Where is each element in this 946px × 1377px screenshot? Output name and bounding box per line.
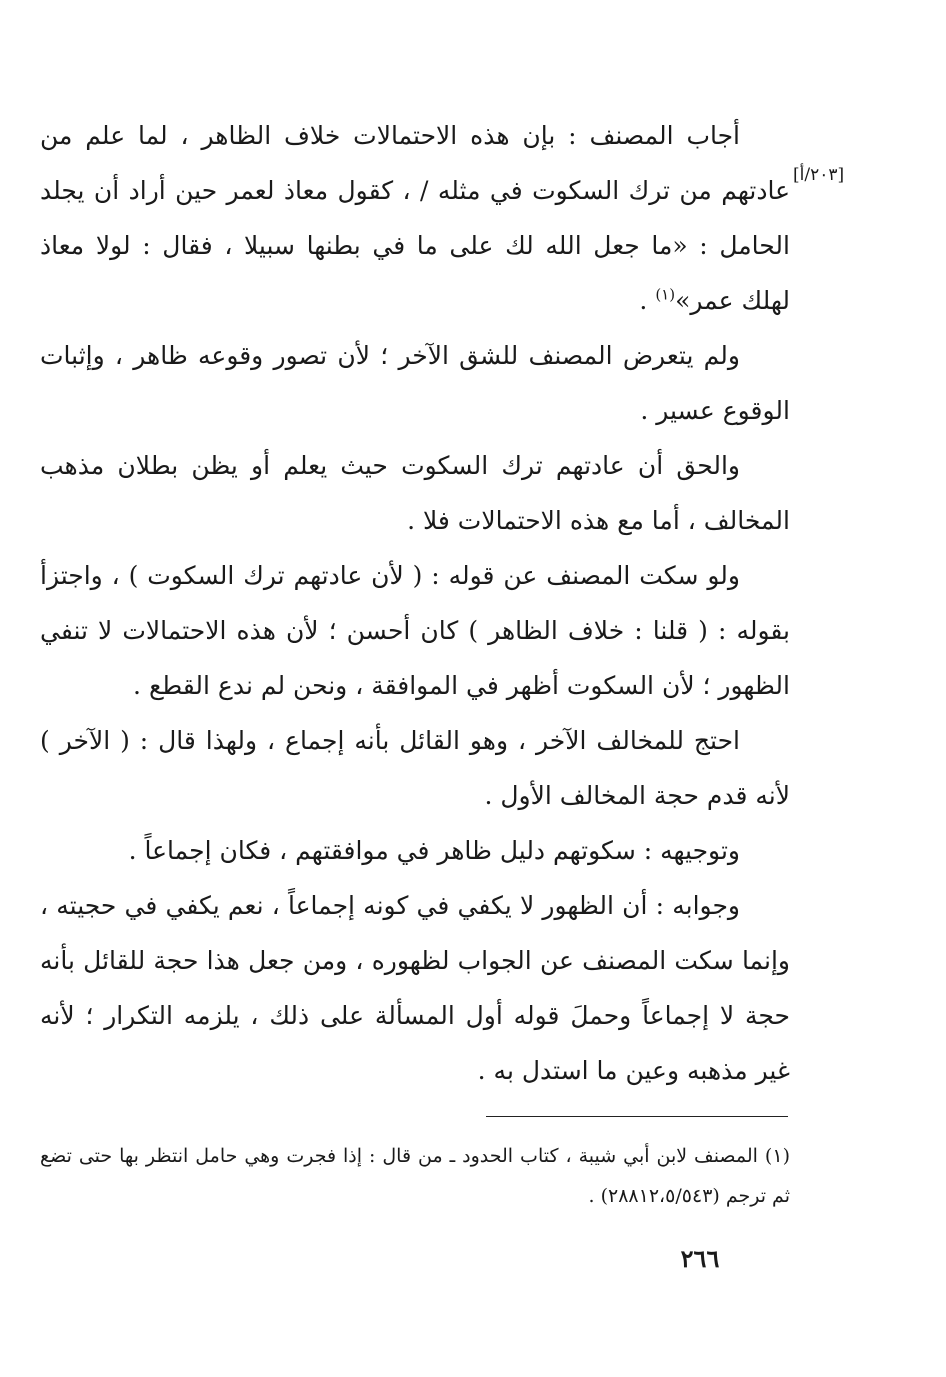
- paragraph-1: [40, 108, 790, 328]
- paragraph-2: ولم يتعرض المصنف للشق الآخر ؛ لأن تصور وقوعه ظاهر ، وإثبات الوقوع عسير .: [40, 341, 790, 425]
- footnote-1: (١) المصنف لابن أبي شيبة ، كتاب الحدود ـ من قال : إذا فجرت وهي حامل انتظر بها حتى تضع ثم ترجم (٢٨٨١٢،٥/٥٤٣) .: [40, 1145, 790, 1207]
- footnote-divider: [486, 1116, 788, 1117]
- paragraph-6: وتوجيهه : سكوتهم دليل ظاهر في موافقتهم ، فكان إجماعاً .: [128, 836, 740, 865]
- footnote-reference[interactable]: (١): [655, 285, 676, 304]
- page-number: ٢٦٦: [680, 1244, 720, 1273]
- paragraph-1-end: .: [639, 286, 656, 315]
- paragraph-3: والحق أن عادتهم ترك السكوت حيث يعلم أو يظن بطلان مذهب المخالف ، أما مع هذه الاحتمالات فلا .: [40, 451, 790, 535]
- paragraph-5: احتج للمخالف الآخر ، وهو القائل بأنه إجماع ، ولهذا قال : ( الآخر ) لأنه قدم حجة المخالف الأول .: [40, 726, 790, 810]
- paragraph-1-text: أجاب المصنف : بإن هذه الاحتمالات خلاف الظاهر ، لما علم من عادتهم من ترك السكوت في مثله / ، كقول معاذ لعمر حين أراد أن يجلد الحامل : «ما جعل الله لك على ما في بطنها سبيلا ، فقال : لولا معاذ لهلك عمر»: [40, 121, 790, 315]
- paragraph-7: وجوابه : أن الظهور لا يكفي في كونه إجماعاً ، نعم يكفي في حجيته ، وإنما سكت المصنف عن الجواب لظهوره ، ومن جعل هذا حجة للقائل بأنه حجة لا إجماعاً وحملَ قوله أول المسألة على ذلك ، يلزمه التكرار ؛ لأنه غير مذهبه وعين ما استدل به .: [40, 891, 790, 1085]
- paragraph-4: ولو سكت المصنف عن قوله : ( لأن عادتهم ترك السكوت ) ، واجتزأ بقوله : ( قلنا : خلاف الظاهر ) كان أحسن ؛ لأن هذه الاحتمالات لا تنفي الظهور ؛ لأن السكوت أظهر في الموافقة ، ونحن لم ندع القطع .: [40, 561, 790, 700]
- footnotes: [40, 1136, 790, 1216]
- manuscript-folio-note: [٢٠٣/أ]: [793, 165, 845, 185]
- page-number-container: [0, 1244, 740, 1273]
- main-text: [40, 108, 790, 1098]
